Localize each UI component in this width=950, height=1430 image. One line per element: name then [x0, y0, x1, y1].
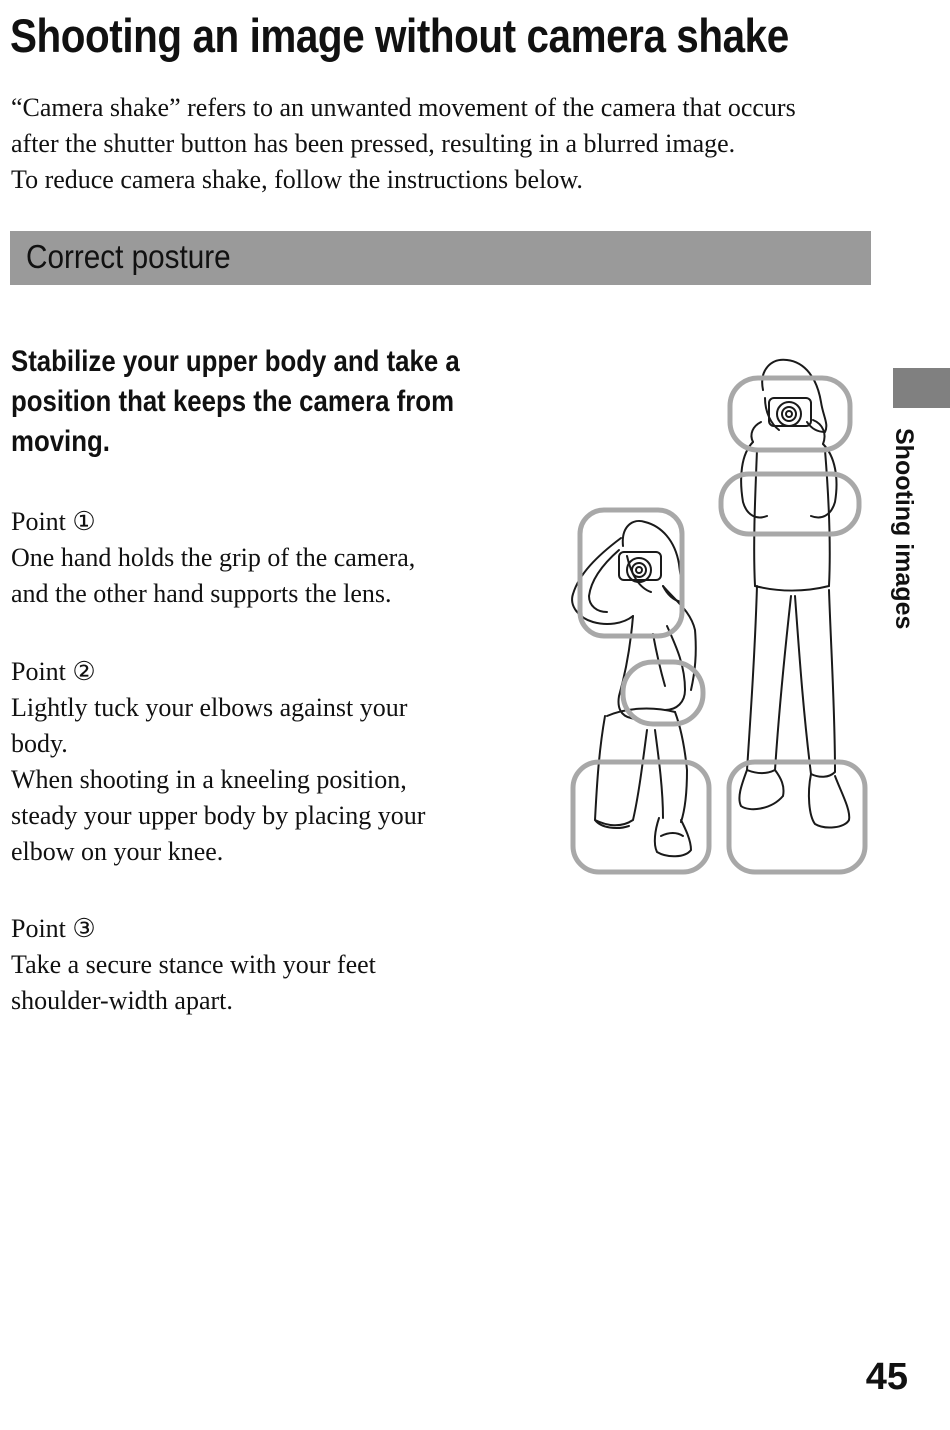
point-text-line: Lightly tuck your elbows against your: [11, 693, 408, 722]
point-text-line: When shooting in a kneeling position,: [11, 765, 407, 794]
point-text-line: Take a secure stance with your feet: [11, 950, 376, 979]
section-heading-bar: [10, 231, 871, 285]
point-text-line: One hand holds the grip of the camera,: [11, 543, 416, 572]
section-heading: Correct posture: [26, 238, 231, 275]
intro-line: after the shutter button has been pressed, resulting in a blurred image.: [11, 129, 736, 158]
standing-photographer-figure: [739, 360, 849, 828]
point-1: [11, 504, 491, 612]
point-label: Point ①: [11, 507, 96, 536]
point-text-line: and the other hand supports the lens.: [11, 579, 392, 608]
highlight-elbow-knee: [623, 662, 703, 724]
chapter-tab-label: Shooting images: [890, 428, 918, 630]
point-2: [11, 654, 491, 870]
highlight-rings: [573, 378, 865, 872]
highlight-feet-standing: [729, 762, 865, 872]
point-label: Point ②: [11, 657, 96, 686]
intro-line: “Camera shake” refers to an unwanted movement of the camera that occurs: [11, 93, 796, 122]
point-text-line: shoulder-width apart.: [11, 986, 233, 1015]
lead-heading: Stabilize your upper body and take a position that keeps the camera from moving.: [11, 345, 460, 458]
kneeling-photographer-figure: [572, 521, 696, 856]
page-title: Shooting an image without camera shake: [10, 9, 789, 62]
page-number: 45: [865, 1356, 908, 1398]
chapter-tab: [893, 368, 950, 408]
point-text-line: elbow on your knee.: [11, 837, 224, 866]
point-text-line: body.: [11, 729, 68, 758]
intro-line: To reduce camera shake, follow the instructions below.: [11, 165, 583, 194]
intro-paragraph: [11, 90, 891, 198]
point-label: Point ③: [11, 914, 96, 943]
posture-illustration: [535, 350, 875, 880]
highlight-hands-standing: [730, 378, 850, 450]
point-text-line: steady your upper body by placing your: [11, 801, 426, 830]
point-3: [11, 911, 491, 1019]
